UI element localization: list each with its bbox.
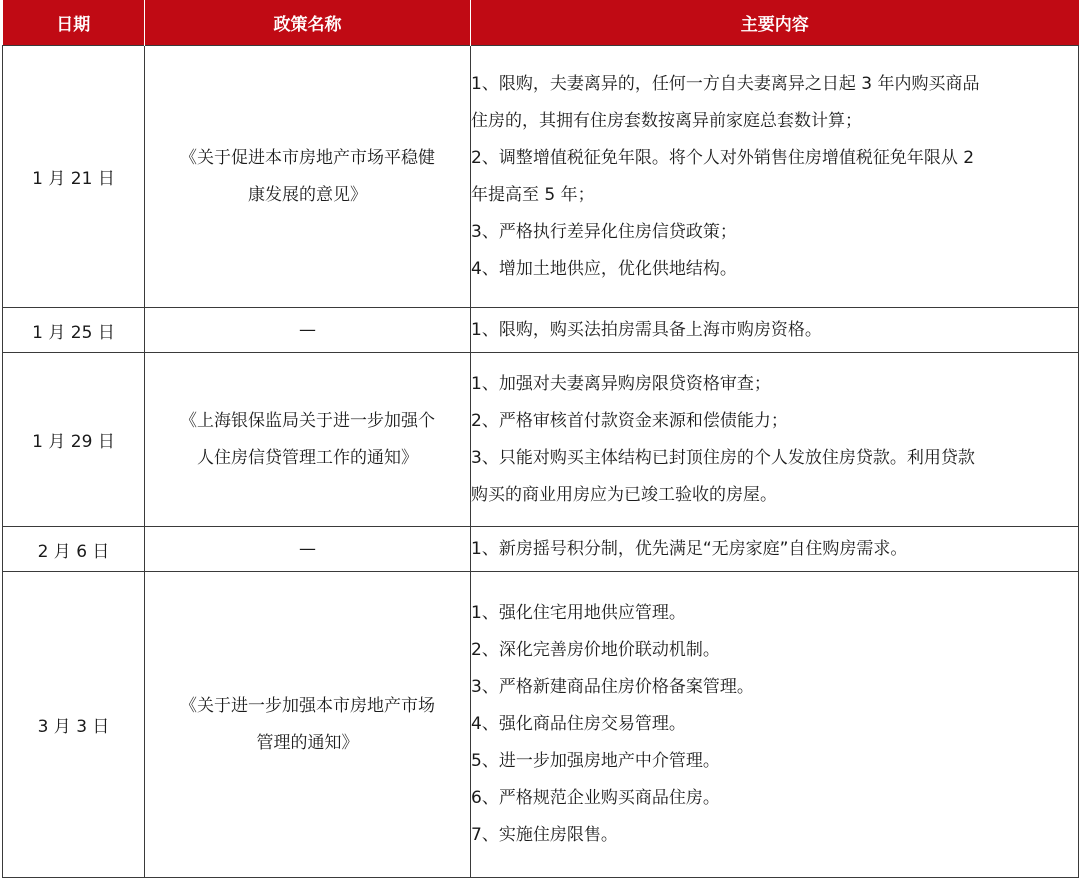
content-line: 7、实施住房限售。 [471, 825, 618, 845]
header-date: 日期 [3, 0, 145, 46]
policy-name-line: 《关于进一步加强本市房地产市场 [180, 695, 435, 716]
date-cell: 1 月 29 日 [3, 353, 145, 527]
table-row [3, 308, 1079, 353]
table-row [3, 353, 1079, 527]
content-line: 1、强化住宅用地供应管理。 [471, 603, 686, 623]
content-line: 住房的，其拥有住房套数按离异前家庭总套数计算； [471, 110, 862, 131]
header-main-content: 主要内容 [471, 0, 1079, 46]
content-line: 3、严格新建商品住房价格备案管理。 [471, 677, 754, 697]
content-line: 1、限购，购买法拍房需具备上海市购房资格。 [471, 319, 822, 340]
table-row [3, 527, 1079, 572]
policy-name-cell [145, 572, 471, 878]
policy-name-dash: — [299, 538, 316, 559]
policy-name-line: 康发展的意见》 [248, 184, 367, 205]
date-cell: 3 月 3 日 [3, 572, 145, 878]
policy-name-cell [145, 46, 471, 308]
header-policy-name: 政策名称 [145, 0, 471, 46]
header-row [3, 0, 1079, 46]
content-line: 2、深化完善房价地价联动机制。 [471, 640, 720, 660]
policy-name-line: 人住房信贷管理工作的通知》 [197, 447, 418, 468]
policy-name-line: 《关于促进本市房地产市场平稳健 [180, 147, 435, 168]
date-cell: 1 月 25 日 [3, 308, 145, 353]
content-line: 2、严格审核首付款资金来源和偿债能力； [471, 410, 788, 431]
content-cell [471, 46, 1079, 308]
policy-table [2, 0, 1079, 878]
table-row [3, 572, 1079, 878]
content-line: 1、加强对夫妻离异购房限贷资格审查； [471, 373, 771, 394]
content-line: 5、进一步加强房地产中介管理。 [471, 751, 720, 771]
policy-name-line: 管理的通知》 [256, 732, 359, 753]
date-cell: 2 月 6 日 [3, 527, 145, 572]
content-line: 1、限购，夫妻离异的，任何一方自夫妻离异之日起 3 年内购买商品 [471, 73, 980, 94]
content-cell [471, 353, 1079, 527]
content-line: 4、增加土地供应，优化供地结构。 [471, 258, 737, 279]
policy-name-line: 《上海银保监局关于进一步加强个 [180, 410, 435, 431]
content-cell [471, 572, 1079, 878]
content-line: 1、新房摇号积分制，优先满足“无房家庭”自住购房需求。 [471, 538, 908, 559]
content-line: 4、强化商品住房交易管理。 [471, 714, 686, 734]
content-cell [471, 527, 1079, 572]
content-line: 3、只能对购买主体结构已封顶住房的个人发放住房贷款。利用贷款 [471, 447, 975, 468]
content-line: 6、严格规范企业购买商品住房。 [471, 788, 720, 808]
content-cell [471, 308, 1079, 353]
policy-name-cell [145, 527, 471, 572]
content-line: 年提高至 5 年； [471, 184, 595, 205]
content-line: 3、严格执行差异化住房信贷政策； [471, 221, 737, 242]
table-row [3, 46, 1079, 308]
content-line: 2、调整增值税征免年限。将个人对外销售住房增值税征免年限从 2 [471, 147, 975, 168]
date-cell: 1 月 21 日 [3, 46, 145, 308]
policy-name-cell [145, 308, 471, 353]
content-line: 购买的商业用房应为已竣工验收的房屋。 [471, 484, 777, 505]
policy-name-cell [145, 353, 471, 527]
policy-name-dash: — [299, 319, 316, 340]
